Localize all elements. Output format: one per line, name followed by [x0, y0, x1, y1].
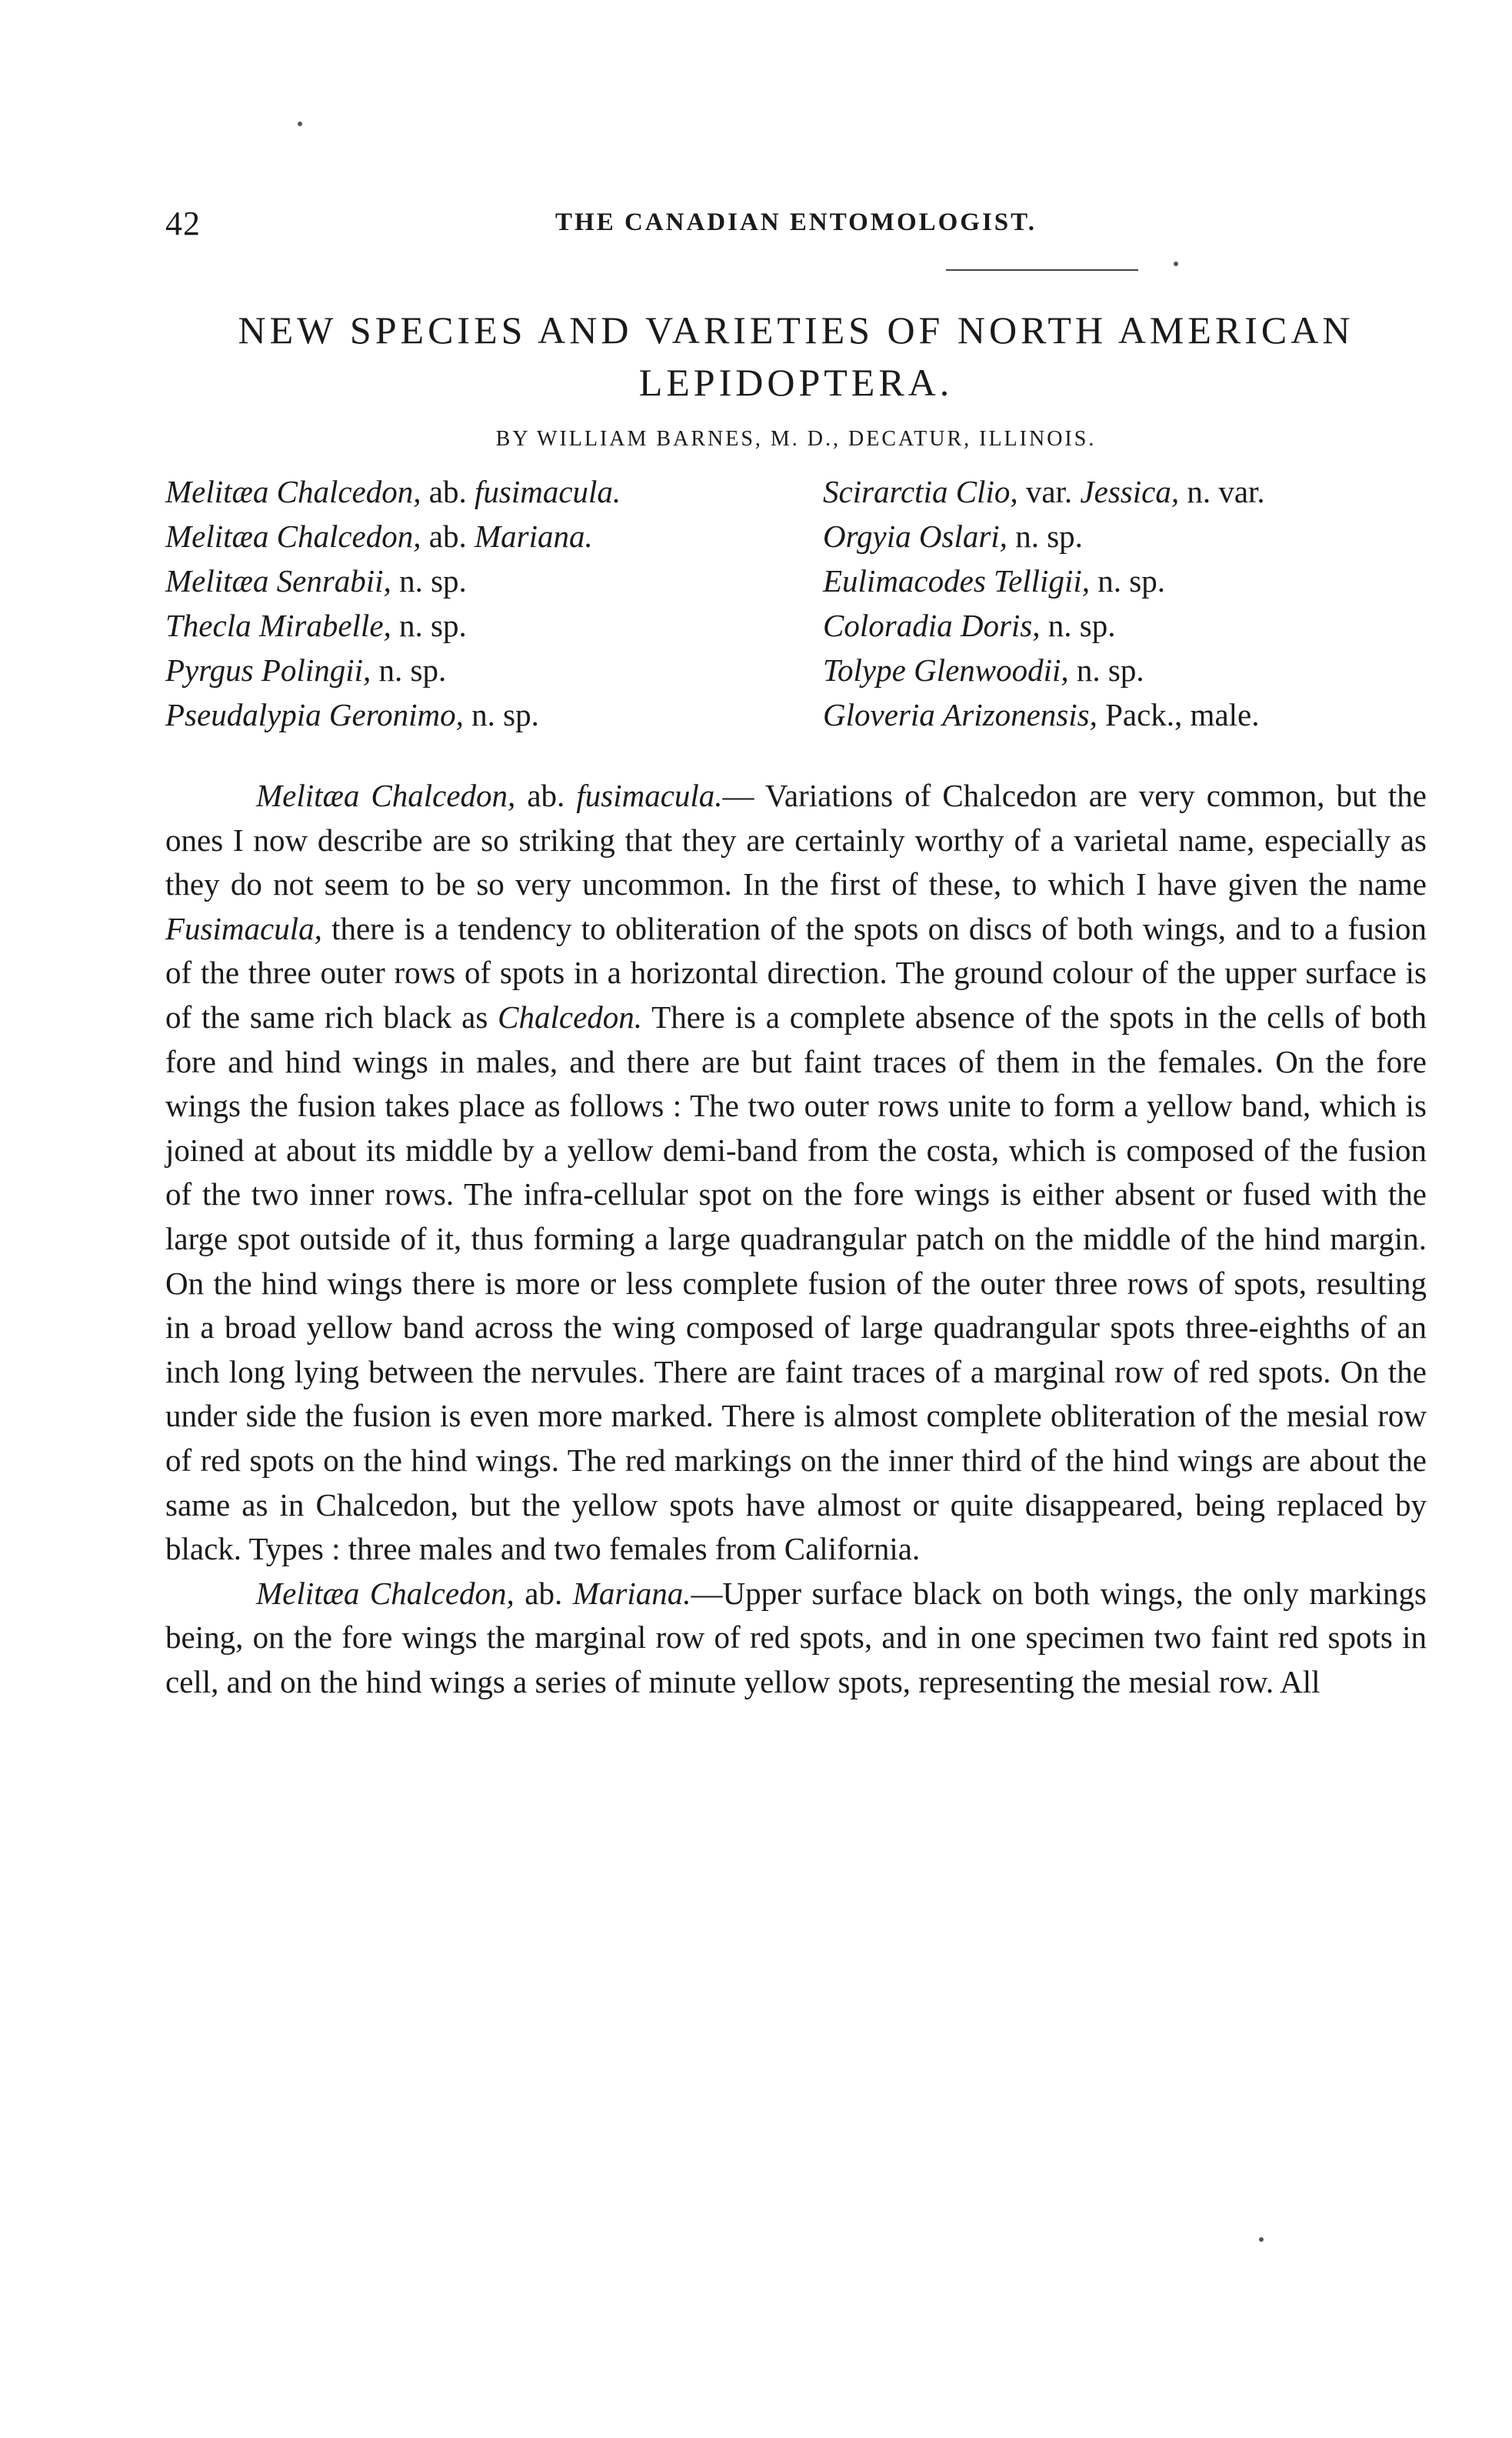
paragraph-heading-name: Melitæa Chalcedon, [256, 778, 516, 813]
paragraph-text: — Variations of Chalcedon are very common, but the ones I now describe are so striking that they are certainly worthy of a varietal name, especially as they do not seem to be so very uncommon. In the first of these, to which I have given the name [165, 778, 1427, 902]
species-status: Pack., male. [1097, 697, 1260, 732]
stray-mark [1259, 2237, 1264, 2242]
paragraph-text: there is a tendency to obliteration of the spots on discs of both wings, and to a fusion of the three outer rows of spots in a horizontal direction. The ground colour of the upper surface is of the same rich black as [165, 910, 1427, 1035]
body-text [165, 774, 1427, 1704]
species-status-tail: n. var. [1179, 474, 1265, 509]
paragraph-mariana [165, 1572, 1427, 1705]
species-status: ab. [421, 519, 475, 554]
species-status: n. sp. [1089, 563, 1165, 599]
species-item [823, 648, 1427, 692]
species-variety: Jessica, [1080, 474, 1180, 509]
species-name: Melitæa Chalcedon, [165, 474, 421, 509]
species-status: n. sp. [391, 608, 467, 643]
species-status: n. sp. [391, 563, 467, 599]
paragraph-italic: Chalcedon. [498, 999, 643, 1035]
journal-title: THE CANADIAN ENTOMOLOGIST. [555, 208, 1037, 236]
species-name: Gloveria Arizonensis, [823, 697, 1097, 732]
species-status: n. sp. [1068, 652, 1144, 688]
species-name: Orgyia Oslari, [823, 519, 1007, 554]
page-number: 42 [165, 205, 201, 242]
species-name: Coloradia Doris, [823, 608, 1041, 643]
paragraph-heading-variety: fusimacula. [576, 778, 723, 813]
paragraph-italic: Fusimacula, [165, 910, 322, 946]
species-item [823, 469, 1427, 514]
paragraph-heading-variety: Mariana. [572, 1575, 691, 1611]
species-variety: fusimacula. [474, 474, 621, 509]
article-title [165, 304, 1427, 409]
species-name: Eulimacodes Telligii, [823, 563, 1090, 599]
paragraph-fusimacula [165, 774, 1427, 1572]
species-status: n. sp. [1040, 608, 1116, 643]
species-name: Melitæa Senrabii, [165, 563, 391, 599]
paragraph-heading-ab: ab. [514, 1575, 573, 1611]
ornament-rule [946, 269, 1138, 271]
species-status: n. sp. [463, 697, 539, 732]
species-item [165, 514, 823, 559]
species-variety: Mariana. [474, 519, 593, 554]
species-item [823, 603, 1427, 648]
species-item [823, 692, 1427, 737]
species-status: n. sp. [1007, 519, 1083, 554]
species-item [165, 692, 823, 737]
stray-mark [298, 122, 302, 126]
species-item [165, 559, 823, 603]
species-name: Pyrgus Polingii, [165, 652, 371, 688]
running-head [165, 204, 1427, 250]
species-name: Melitæa Chalcedon, [165, 519, 421, 554]
species-name: Pseudalypia Geronimo, [165, 697, 464, 732]
paragraph-text: —Upper surface black on both wings, the only markings being, on the fore wings the marginal row of red spots, and in one specimen two faint red spots in cell, and on the hind wings a series of minute yellow spots, representing the mesial row. All [165, 1575, 1427, 1699]
species-item [165, 648, 823, 692]
paragraph-text: There is a complete absence of the spots in the cells of both fore and hind wings in males, and there are but faint traces of them in the females. On the fore wings the fusion takes place as follows : The two outer rows unite to form a yellow band, which is joined at about its middle by a yellow demi-band from the costa, which is composed of the fusion of the two inner rows. The infra-cellular spot on the fore wings is either absent or fused with the large spot outside of it, thus forming a large quadrangular patch on the middle of the hind margin. On the hind wings there is more or less complete fusion of the outer three rows of spots, resulting in a broad yellow band across the wing composed of large quadrangular spots three-eighths of an inch long lying between the nervules. There are faint traces of a marginal row of red spots. On the under side the fusion is even more marked. There is almost complete obliteration of the mesial row of red spots on the hind wings. The red markings on the inner third of the hind wings are about the same as in Chalcedon, but the yellow spots have almost or quite disappeared, being replaced by black. Types : three males and two females from California. [165, 999, 1427, 1567]
species-item [823, 559, 1427, 603]
paragraph-heading-name: Melitæa Chalcedon, [256, 1575, 515, 1611]
species-status: var. [1017, 474, 1081, 509]
stray-mark [1174, 262, 1178, 266]
species-list [165, 469, 1427, 737]
paragraph-heading-ab: ab. [515, 778, 577, 813]
species-name: Tolype Glenwoodii, [823, 652, 1069, 688]
species-name: Thecla Mirabelle, [165, 608, 391, 643]
species-item [823, 514, 1427, 559]
species-item [165, 469, 823, 514]
species-status: n. sp. [371, 652, 447, 688]
title-line-2: LEPIDOPTERA. [638, 361, 954, 404]
byline: BY WILLIAM BARNES, M. D., DECATUR, ILLINOIS. [495, 427, 1097, 451]
species-item [165, 603, 823, 648]
species-status: ab. [421, 474, 475, 509]
species-name: Scirarctia Clio, [823, 474, 1018, 509]
title-line-1: NEW SPECIES AND VARIETIES OF NORTH AMERICAN [238, 309, 1354, 352]
